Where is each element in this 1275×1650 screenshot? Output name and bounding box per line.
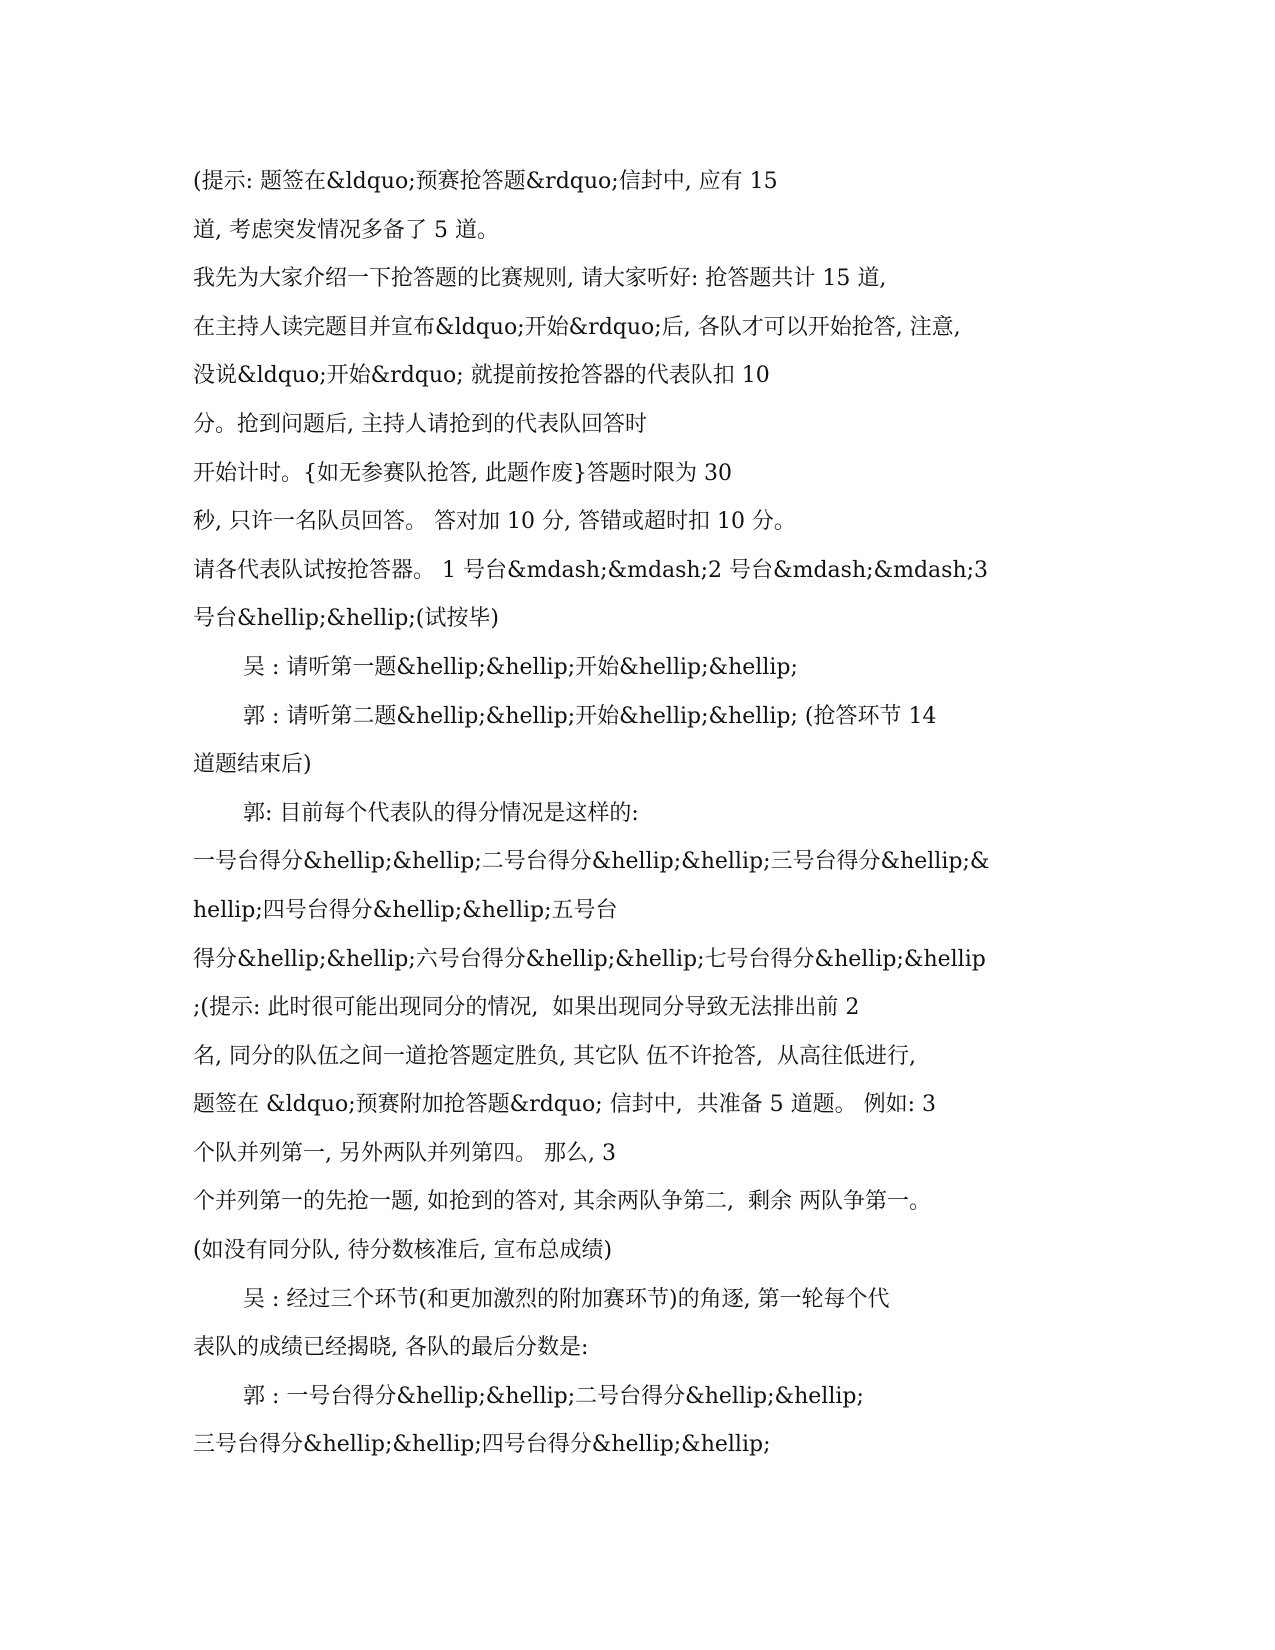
text-line: 在主持人读完题目并宣布&ldquo;开始&rdquo;后, 各队才可以开始抢答, 注意,: [193, 314, 961, 340]
text-line: hellip;四号台得分&hellip;&hellip;五号台: [193, 897, 618, 923]
text-line: 个队并列第一, 另外两队并列第四。 那么, 3: [193, 1140, 616, 1166]
text-line: 名, 同分的队伍之间一道抢答题定胜负, 其它队 伍不许抢答, 从高往低进行,: [193, 1043, 916, 1069]
text-line: (如没有同分队, 待分数核准后, 宣布总成绩): [193, 1238, 613, 1264]
text-line: 分。抢到问题后, 主持人请抢到的代表队回答时: [193, 411, 647, 437]
text-line: 没说&ldquo;开始&rdquo; 就提前按抢答器的代表队扣 10: [193, 363, 770, 389]
text-line: 道, 考虑突发情况多备了 5 道。: [193, 217, 499, 243]
text-line: 一号台得分&hellip;&hellip;二号台得分&hellip;&hellip;三号台得分&hellip;&: [193, 849, 990, 875]
text-line: 郭 : 请听第二题&hellip;&hellip;开始&hellip;&hellip; (抢答环节 14: [243, 703, 937, 729]
text-line: 个并列第一的先抢一题, 如抢到的答对, 其余两队争第二, 剩余 两队争第一。: [193, 1189, 931, 1215]
text-line: 题签在 &ldquo;预赛附加抢答题&rdquo; 信封中, 共准备 5 道题。 例如: 3: [193, 1092, 937, 1118]
text-line: 开始计时。{如无参赛队抢答, 此题作废}答题时限为 30: [193, 460, 732, 486]
text-line: 郭 : 一号台得分&hellip;&hellip;二号台得分&hellip;&hellip;: [243, 1383, 864, 1409]
text-line: 吴 : 经过三个环节(和更加激烈的附加赛环节)的角逐, 第一轮每个代: [243, 1286, 890, 1312]
text-line: 道题结束后): [193, 752, 312, 778]
text-line: ;(提示: 此时很可能出现同分的情况, 如果出现同分导致无法排出前 2: [193, 995, 860, 1021]
text-line: 郭: 目前每个代表队的得分情况是这样的:: [243, 800, 639, 826]
text-line: 三号台得分&hellip;&hellip;四号台得分&hellip;&hellip;: [193, 1432, 771, 1458]
text-line: 吴 : 请听第一题&hellip;&hellip;开始&hellip;&hellip;: [243, 654, 798, 680]
text-line: 我先为大家介绍一下抢答题的比赛规则, 请大家听好: 抢答题共计 15 道,: [193, 266, 887, 292]
text-line: 请各代表队试按抢答器。 1 号台&mdash;&mdash;2 号台&mdash;&mdash;3: [193, 557, 989, 583]
text-line: 表队的成绩已经揭晓, 各队的最后分数是:: [193, 1335, 589, 1361]
text-line: 秒, 只许一名队员回答。 答对加 10 分, 答错或超时扣 10 分。: [193, 509, 796, 535]
text-line: 得分&hellip;&hellip;六号台得分&hellip;&hellip;七号台得分&hellip;&hellip: [193, 946, 986, 972]
text-line: 号台&hellip;&hellip;(试按毕): [193, 606, 499, 632]
document-body: [193, 158, 1093, 1470]
text-line: (提示: 题签在&ldquo;预赛抢答题&rdquo;信封中, 应有 15: [193, 169, 778, 194]
